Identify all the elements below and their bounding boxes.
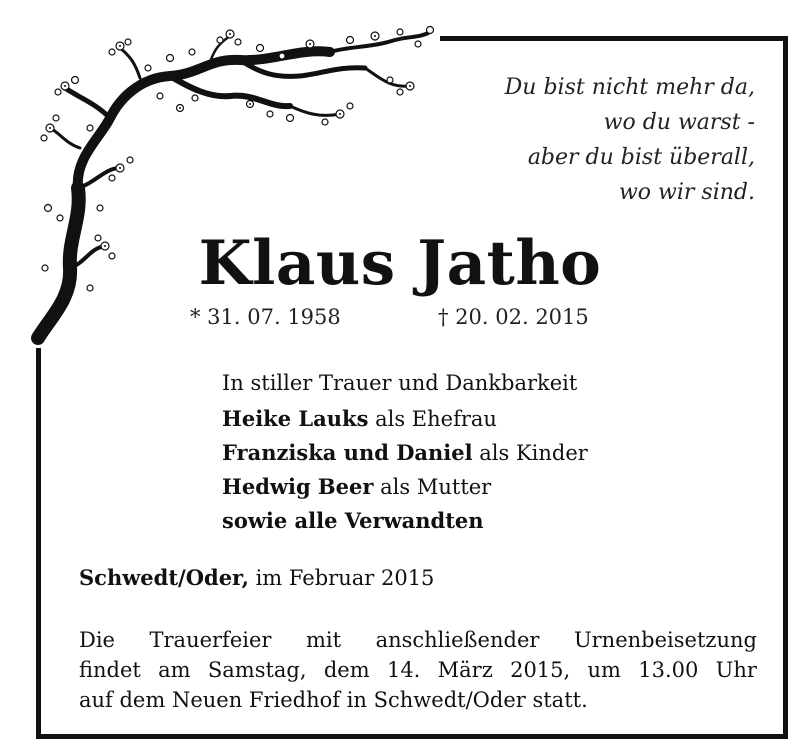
funeral-info bbox=[79, 625, 757, 715]
info-word: Uhr bbox=[715, 658, 757, 682]
mourner-role: als Kinder bbox=[472, 441, 588, 465]
birth-date: * 31. 07. 1958 bbox=[190, 305, 341, 329]
info-word: dem bbox=[323, 658, 370, 682]
mourner-name: sowie alle Verwandten bbox=[222, 508, 484, 533]
info-word: März bbox=[437, 658, 493, 682]
info-word: 13.00 bbox=[638, 658, 699, 682]
info-word: 2015, bbox=[510, 658, 571, 682]
mourner-name: Franziska und Daniel bbox=[222, 440, 473, 465]
info-word: Die bbox=[79, 628, 115, 652]
mourner-entry bbox=[222, 470, 588, 504]
quote-line: wo wir sind. bbox=[618, 180, 755, 205]
info-word: am bbox=[158, 658, 191, 682]
memorial-quote bbox=[425, 70, 755, 210]
info-word: findet bbox=[79, 658, 141, 682]
mourner-name: Heike Lauks bbox=[222, 406, 369, 431]
info-word: um bbox=[587, 658, 621, 682]
info-word: mit bbox=[305, 628, 342, 652]
quote-line: aber du bist überall, bbox=[527, 145, 755, 170]
mourner-entry bbox=[222, 402, 588, 436]
mourners-intro: In stiller Trauer und Dankbarkeit bbox=[222, 371, 578, 395]
death-date: † 20. 02. 2015 bbox=[438, 305, 589, 329]
mourner-role: als Ehefrau bbox=[368, 407, 497, 431]
mourners-block bbox=[222, 367, 588, 538]
place-date: im Februar 2015 bbox=[248, 566, 435, 590]
info-word: 14. bbox=[386, 658, 421, 682]
mourner-name: Hedwig Beer bbox=[222, 474, 374, 499]
mourner-entry bbox=[222, 436, 588, 470]
place-city: Schwedt/Oder, bbox=[79, 565, 249, 590]
info-word: anschließender bbox=[375, 628, 540, 652]
info-line bbox=[79, 655, 757, 685]
deceased-name: Klaus Jatho bbox=[198, 228, 602, 299]
mourner-role: als Mutter bbox=[373, 475, 492, 499]
quote-line: wo du warst - bbox=[603, 110, 755, 135]
place-and-date bbox=[79, 565, 434, 590]
mourner-entry bbox=[222, 504, 588, 538]
info-word: Urnenbeisetzung bbox=[573, 628, 757, 652]
info-word: Samstag, bbox=[207, 658, 307, 682]
info-word: Trauerfeier bbox=[149, 628, 272, 652]
info-line: auf dem Neuen Friedhof in Schwedt/Oder statt. bbox=[79, 688, 588, 712]
info-line bbox=[79, 625, 757, 655]
quote-line: Du bist nicht mehr da, bbox=[504, 75, 755, 100]
